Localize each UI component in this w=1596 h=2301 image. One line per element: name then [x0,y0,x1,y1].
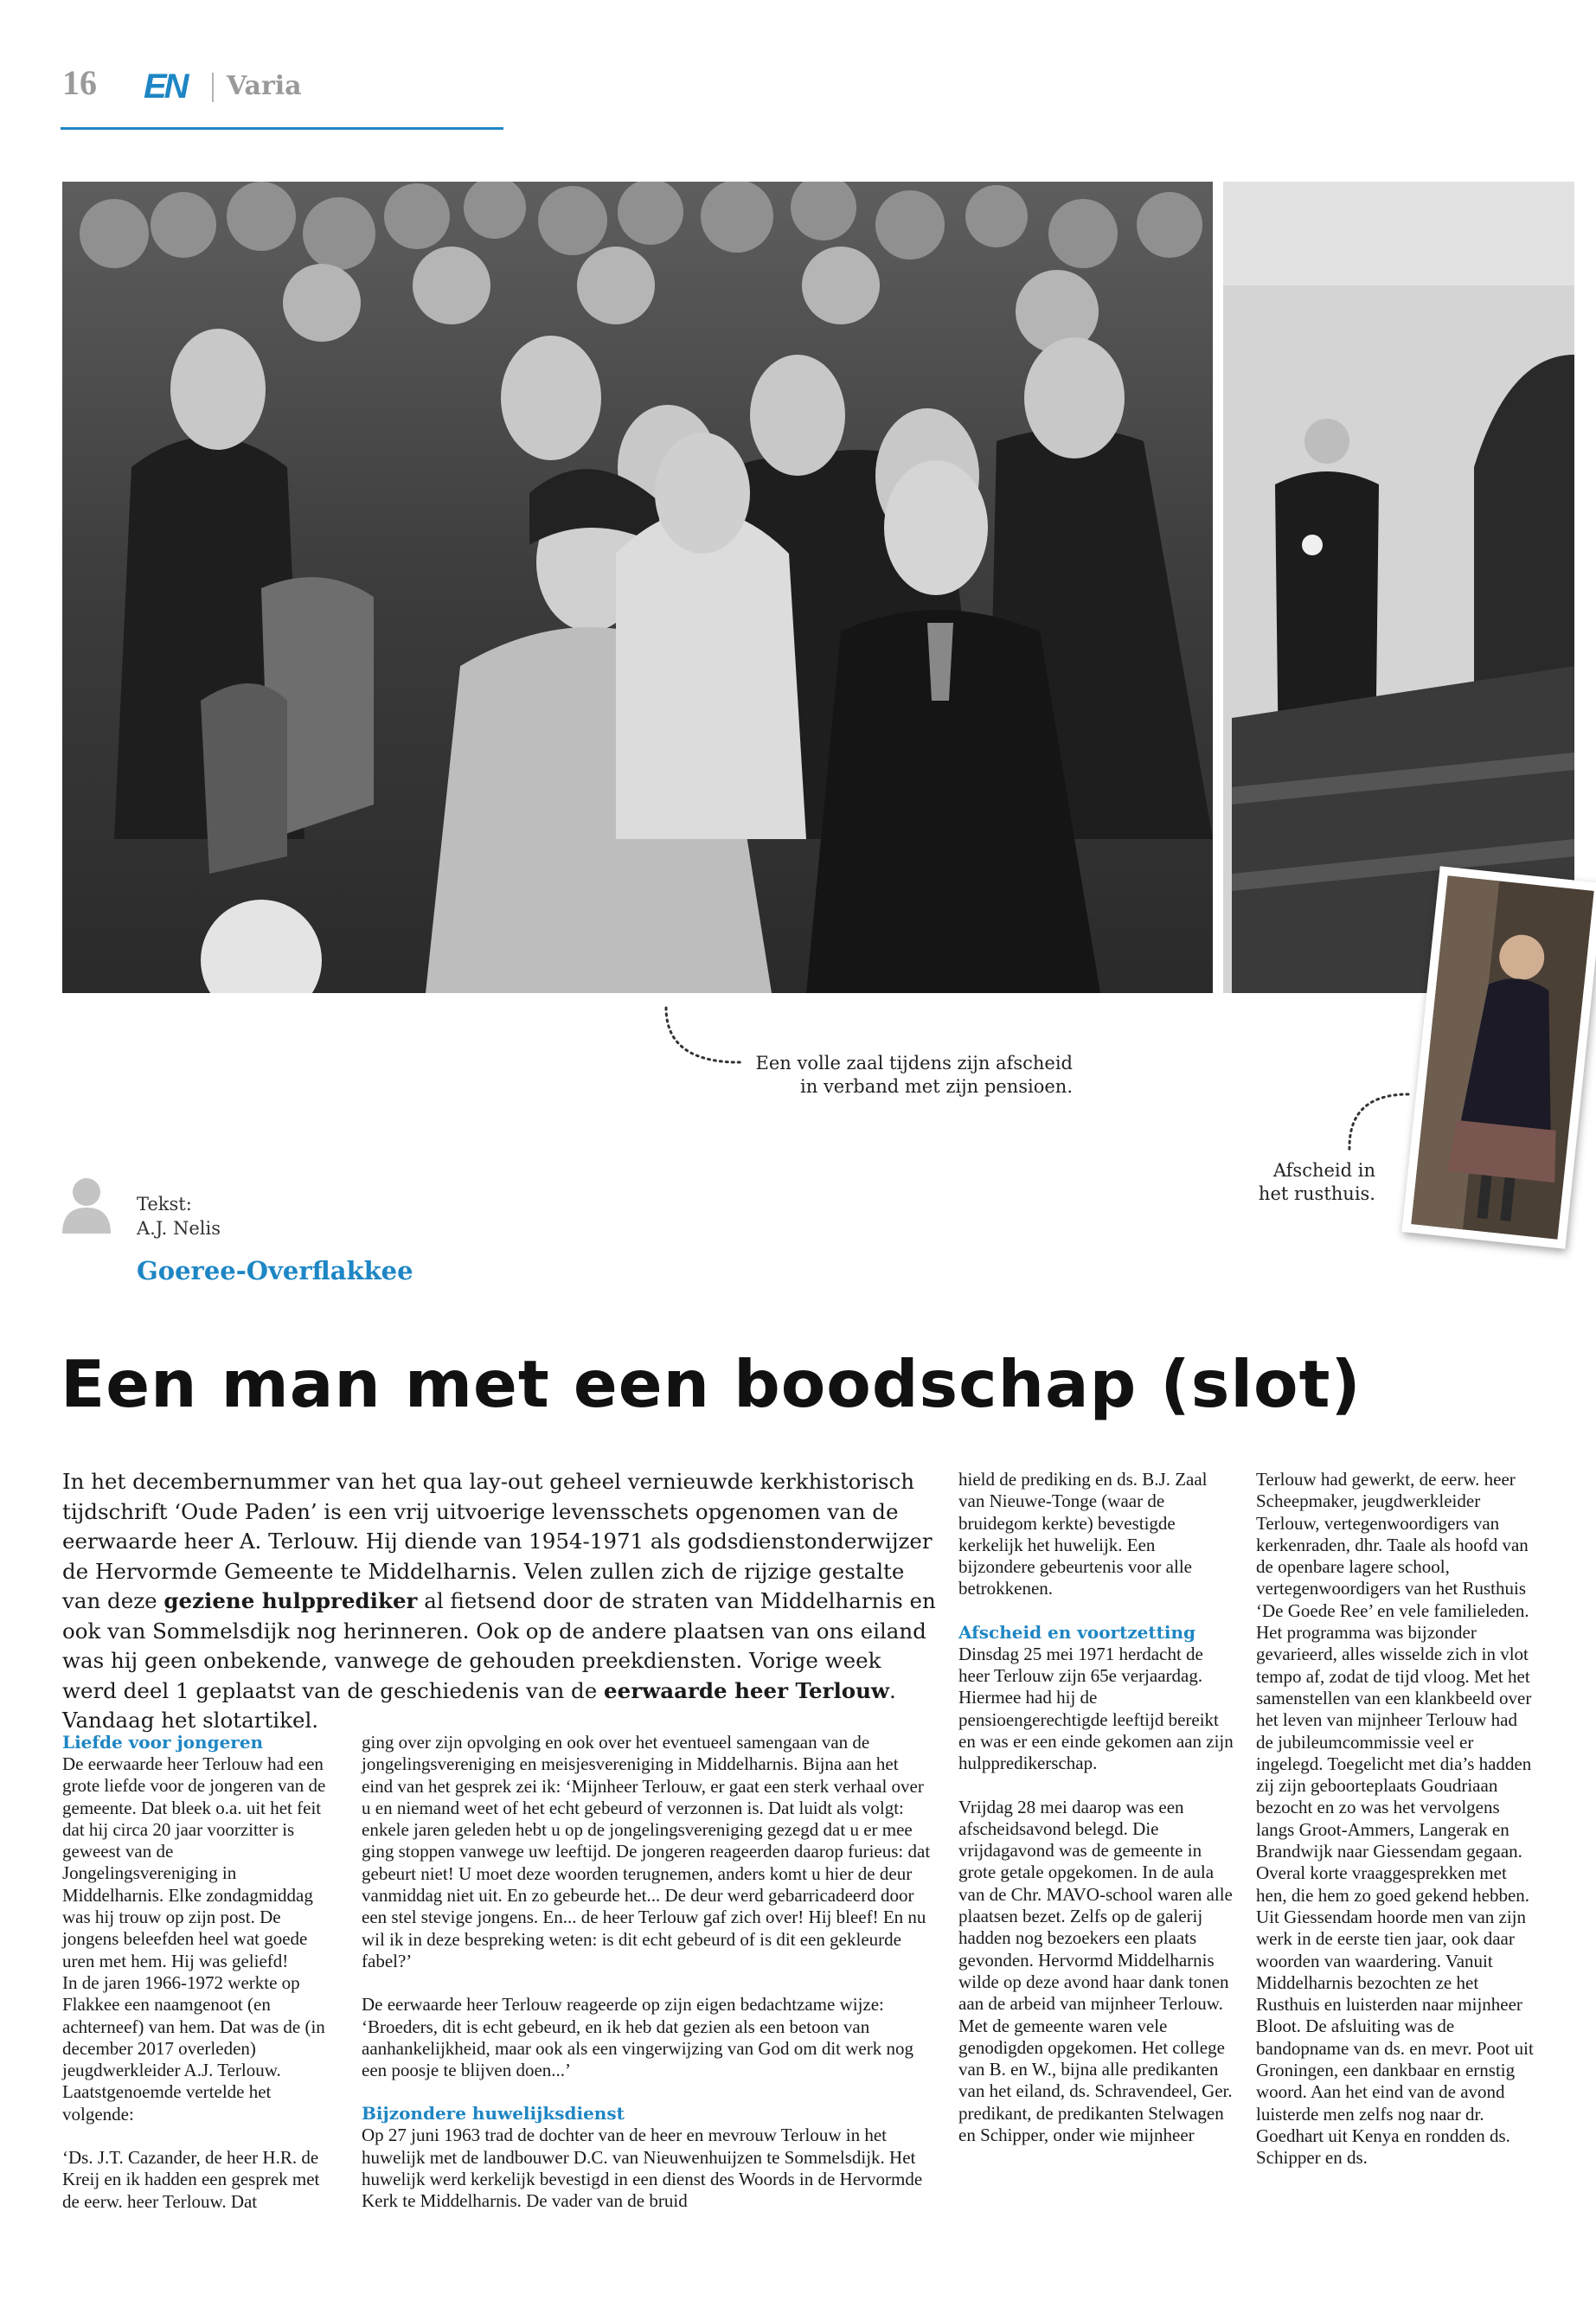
caption-polaroid-line-1: Afscheid in [1272,1160,1375,1181]
article-column-4 [1256,1469,1538,2170]
publication-logo: EN [144,67,187,106]
col3-paragraph-1: hield de prediking en ds. B.J. Zaal van Nieuwe-Tonge (waar de bruidegom kerkte) bevestigde kerkelijk het huwelijk. Een bijzondere gebeurtenis voor alle betrokkenen. [958,1469,1208,1599]
caption-polaroid-line-2: het rusthuis. [1258,1183,1375,1204]
intro-text-1: In het decembernummer van het qua lay-out geheel vernieuwde kerkhistorisch tijdschrift ‘Oude Paden’ is een vrij uitvoerige levensschets opgenomen van de eerwaarde heer A. Terlouw. Hij diende van 1954-1971 als godsdienstonderwijzer de Hervormde Gemeente te Middelharnis. Velen zullen zich de rijzige gestalte van deze [62,1469,933,1613]
col1-paragraph-3: ‘Ds. J.T. Cazander, de heer H.R. de Kreij en ik hadden een gesprek met de eerw. heer Terlouw. Dat [62,2147,320,2212]
header-separator [212,73,214,102]
col3-paragraph-3: Vrijdag 28 mei daarop was een afscheidsavond belegd. Die vrijdagavond was de gemeente in grote getale opgekomen. In de aula van de Chr. MAVO-school waren alle plaatsen bezet. Zelfs op de galerij hadden nog bezoekers een plaats gevonden. Hervormd Middelharnis wilde op deze avond haar dank tonen aan de arbeid van mijnheer Terlouw. Met de gemeente waren vele genodigden opgekomen. Het college van B. en W., bijna alle predikanten van het eiland, ds. Schravendeel, Ger. predikant, de predikanten Stelwagen en Schipper, onder wie mijnheer [958,1796,1233,2146]
intro-highlight-1: geziene hulpprediker [163,1588,418,1613]
photo-speaker [1223,182,1574,993]
col1-paragraph-1: De eerwaarde heer Terlouw had een grote liefde voor de jongeren van de gemeente. Dat bleek o.a. uit het feit dat hij circa 20 jaar voorzitter is geweest van de Jongelingsvereniging in Middelharnis. Elke zondagmiddag was hij trouw op zijn post. De jongens beleefden heel wat goede uren met hem. Hij was geliefd! [62,1753,326,1971]
col4-paragraph-1: Terlouw had gewerkt, de eerw. heer Scheepmaker, jeugdwerkleider Terlouw, vertegenwoordigers van kerkenraden, dhr. Taale als hoofd van de openbare lagere school, vertegenwoordigers van het Rusthuis ‘De Goede Ree’ en vele familieleden. Het programma was bijzonder gevarieerd, alles wisselde zich in vlot tempo af, zodat de tijd vloog. Met het samenstellen van een klankbeeld over het leven van mijnheer Terlouw had de jubileumcommissie veel er ingelegd. Toegelicht met dia’s hadden zij zijn geboorteplaats Goudriaan bezocht en zo was het vervolgens langs Groot-Ammers, Langerak en Brandwijk naar Giessendam gegaan. Overal korte vraaggesprekken met hen, die hem zo goed gekend hebben. Uit Giessendam hoorde men van zijn werk in de eerste tien jaar, ook daar woorden van waardering. Vanuit Middelharnis bezochten ze het Rusthuis en luisterden naar mijnheer Bloot. De afsluiting was de bandopname van ds. en mevr. Poot uit Groningen, een dankbaar en ernstig woord. Aan het eind van de avond luisterde men zelfs nog naar dr. Goedhart uit Kenya en rondden ds. Schipper en ds. [1256,1469,1534,2169]
intro-text-2: al fietsend door de straten van Middelharnis en ook van Sommelsdijk nog herinneren. Ook op de andere plaatsen van ons eiland was hij geen onbekende, vanwege de gehouden preekdiensten. Vorige week werd deel 1 geplaatst van de geschiedenis van de [62,1588,936,1703]
article-intro [62,1467,936,1736]
subhead-liefde: Liefde voor jongeren [62,1732,264,1753]
author-name: A.J. Nelis [137,1218,221,1239]
caption-pointer-main [657,1003,753,1073]
col3-paragraph-2: Dinsdag 25 mei 1971 herdacht de heer Terlouw zijn 65e verjaardag. Hiermee had hij de pensioengerechtigde leeftijd bereikt en was er een einde gekomen aan zijn hulppredikerschap. [958,1643,1234,1774]
page-number: 16 [62,63,97,102]
caption-main-line-1: Een volle zaal tijdens zijn afscheid [755,1053,1073,1074]
section-title: Varia [227,71,302,101]
caption-pointer-polaroid [1339,1086,1417,1155]
caption-main-line-2: in verband met zijn pensioen. [800,1076,1073,1097]
caption-polaroid [1211,1159,1375,1206]
intro-highlight-2: eerwaarde heer Terlouw [604,1677,890,1703]
author-avatar-icon [62,1176,111,1234]
photo-audience [62,182,1213,993]
region-label: Goeree-Overflakkee [137,1256,413,1285]
col1-paragraph-2: In de jaren 1966-1972 werkte op Flakkee een naamgenoot (en achterneef) van hem. Dat was de (in december 2017 overleden) jeugdwerkleider A.J. Terlouw. Laatstgenoemde vertelde het volgende: [62,1971,325,2125]
subhead-afscheid: Afscheid en voortzetting [958,1621,1196,1643]
col2-paragraph-3: Op 27 juni 1963 trad de dochter van de heer en mevrouw Terlouw in het huwelijk met de landbouwer D.C. van Nieuwenhuijzen te Sommelsdijk. Het huwelijk werd kerkelijk bevestigd in een dienst des Woords in de Hervormde Kerk te Middelharnis. De vader van de bruid [362,2125,923,2212]
caption-main-photo [744,1052,1073,1099]
article-headline: Een man met een boodschap (slot) [61,1346,1362,1422]
article-column-1 [62,1732,330,2213]
col2-paragraph-1: ging over zijn opvolging en ook over het eventueel samengaan van de jongelingsvereniging en meisjesvereniging in Middelharnis. Bijna aan het eind van het gesprek zei ik: ‘Mijnheer Terlouw, er gaat een sterk verhaal over u en niemand weet of het echt gebeurd of verzonnen is. Dat luidt als volgt: enkele jaren geleden hebt u op de jongelingsvereniging gezegd dat u er mee ging stoppen vanwege uw leeftijd. De jongeren reageerden daarop furieus: dat gebeurt niet! U moet deze woorden terugnemen, anders komt u hier de deur vanmiddag niet uit. En zo gebeurde het... De deur werd gebarricadeerd door een stel stevige jongens. En... de heer Terlouw gaf zich over! Hij bleef! En nu wil ik in deze bespreking weten: is dit echt gebeurd of is dit een gekleurde fabel?’ [362,1732,931,1971]
article-column-3 [958,1469,1235,2146]
intro-text-3: . Vandaag het slotartikel. [62,1677,896,1733]
article-column-2 [362,1732,933,2213]
col2-paragraph-2: De eerwaarde heer Terlouw reageerde op zijn eigen bedachtzame wijze: ‘Broeders, dit is echt gebeurd, en ik heb dat gezien als een betoon van aanhankelijkheid, maar ook als een vingerwijzing van God om dit werk nog een poosje te blijven doen...’ [362,1994,913,2081]
author-label: Tekst: [137,1194,192,1215]
subhead-huwelijksdienst: Bijzondere huwelijksdienst [362,2103,625,2125]
header-rule [61,127,503,130]
